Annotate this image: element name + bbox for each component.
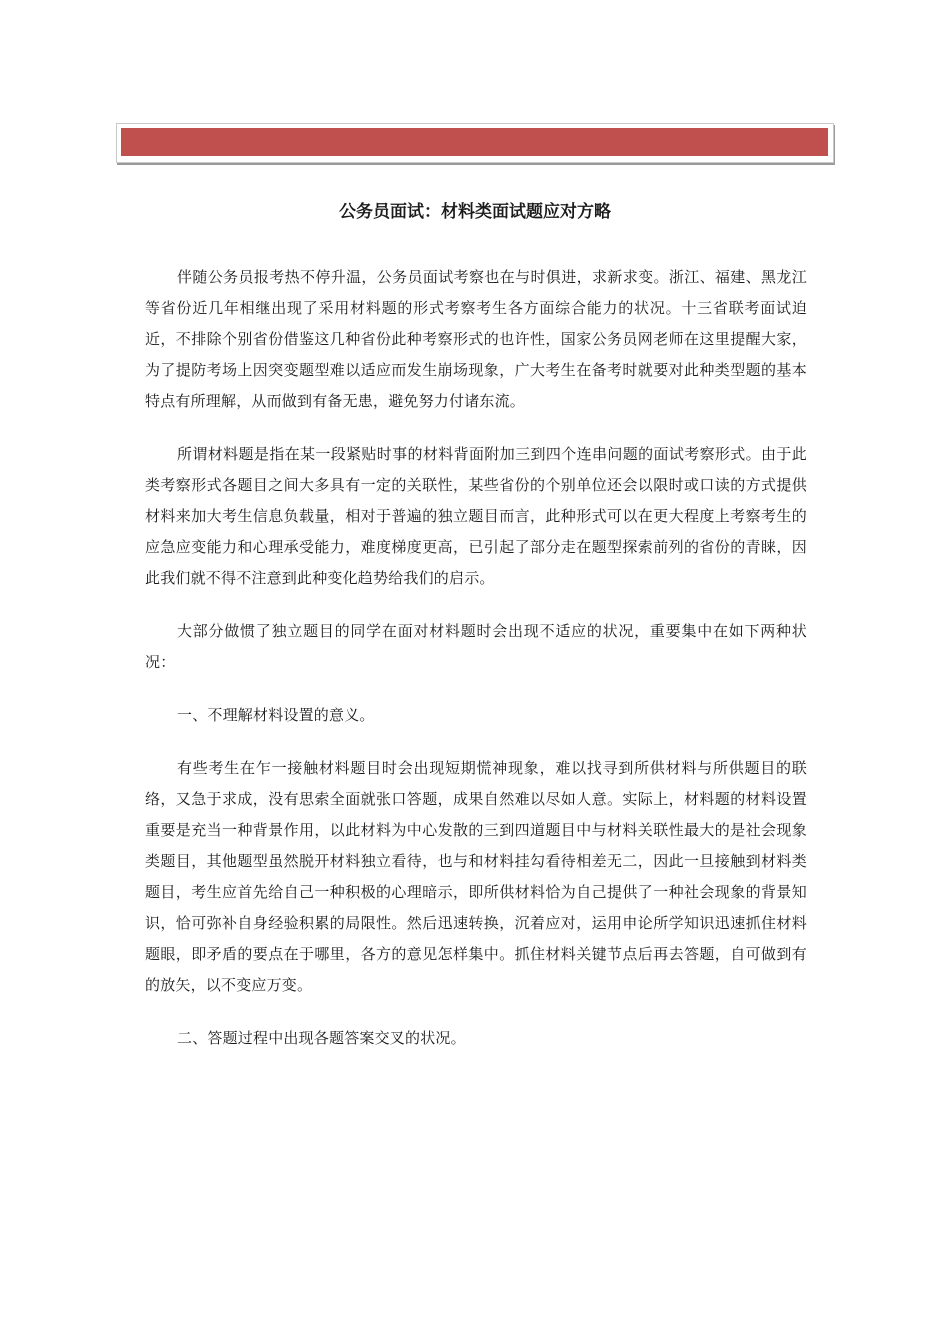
heading-point-two: 二、答题过程中出现各题答案交叉的状况。 xyxy=(177,1029,466,1047)
heading-point-one: 一、不理解材料设置的意义。 xyxy=(177,706,375,724)
document-title: 公务员面试：材料类面试题应对方略 xyxy=(339,202,611,222)
header-banner-fill xyxy=(121,128,828,156)
paragraph-problems: 大部分做惯了独立题目的同学在面对材料题时会出现不适应的状况，重要集中在如下两种状况： xyxy=(145,622,807,671)
paragraph-point-one-detail: 有些考生在乍一接触材料题目时会出现短期慌神现象，难以找寻到所供材料与所供题目的联络，又急于求成，没有思索全面就张口答题，成果自然难以尽如人意。实际上，材料题的材料设置重要是充当一种背景作用，以此材料为中心发散的三到四道题目中与材料关联性最大的是社会现象类题目，其他题型虽然脱开材料独立看待，也与和材料挂勾看待相差无二，因此一旦接触到材料类题目，考生应首先给自己一种积极的心理暗示，即所供材料恰为自己提供了一种社会现象的背景知识，恰可弥补自身经验积累的局限性。然后迅速转换，沉着应对，运用申论所学知识迅速抓住材料题眼，即矛盾的要点在于哪里，各方的意见怎样集中。抓住材料关键节点后再去答题，自可做到有的放矢，以不变应万变。 xyxy=(145,759,807,994)
paragraph-intro: 伴随公务员报考热不停升温，公务员面试考察也在与时俱进，求新求变。浙江、福建、黑龙江等省份近几年相继出现了采用材料题的形式考察考生各方面综合能力的状况。十三省联考面试迫近，不排除个别省份借鉴这几种省份此种考察形式的也许性，国家公务员网老师在这里提醒大家，为了提防考场上因突变题型难以适应而发生崩场现象，广大考生在备考时就要对此种类型题的基本特点有所理解，从而做到有备无患，避免努力付诸东流。 xyxy=(145,268,807,410)
document-body xyxy=(145,262,807,1054)
header-banner xyxy=(116,123,834,163)
paragraph-definition: 所谓材料题是指在某一段紧贴时事的材料背面附加三到四个连串问题的面试考察形式。由于此类考察形式各题目之间大多具有一定的关联性，某些省份的个别单位还会以限时或口读的方式提供材料来加大考生信息负载量，相对于普遍的独立题目而言，此种形式可以在更大程度上考察考生的应急应变能力和心理承受能力，难度梯度更高，已引起了部分走在题型探索前列的省份的青睐，因此我们就不得不注意到此种变化趋势给我们的启示。 xyxy=(145,445,807,587)
